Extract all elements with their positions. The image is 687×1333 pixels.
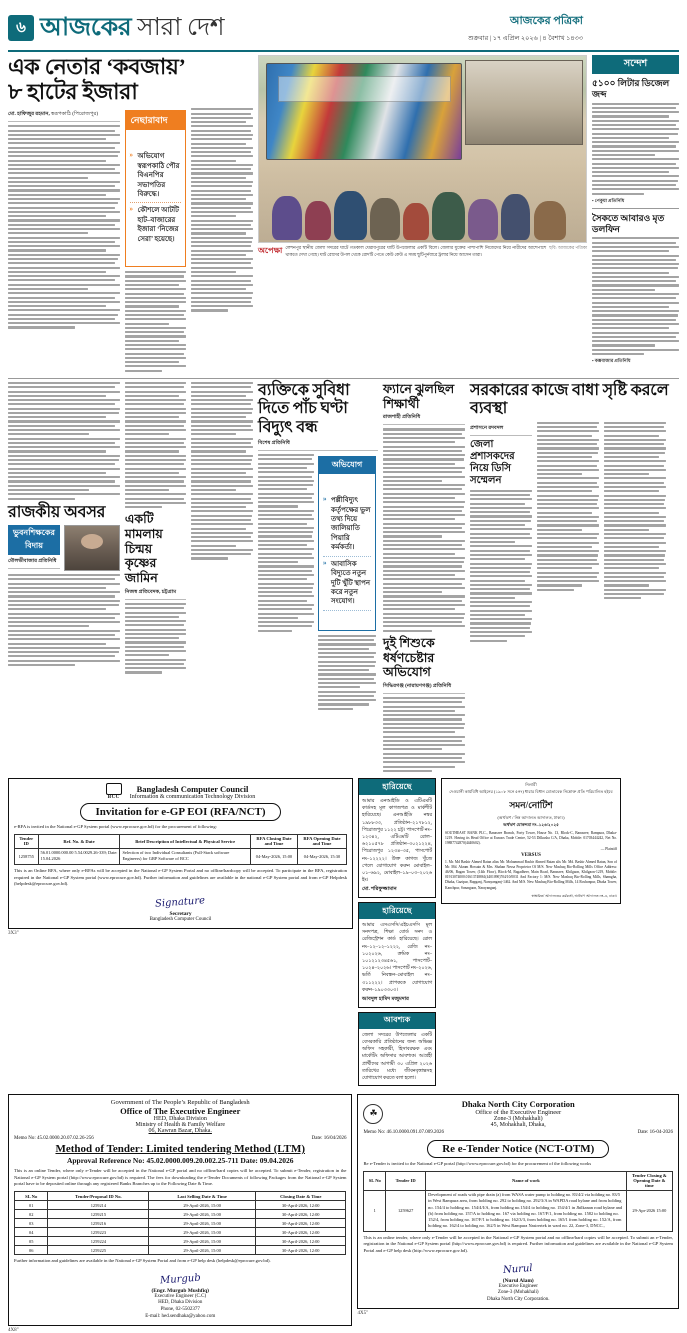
th: Tender/Proposal ID No.: [48, 1192, 149, 1201]
th: RFA Opening Date and Time: [297, 834, 346, 848]
table-row: [15, 1210, 346, 1219]
th: Name of work: [426, 1171, 627, 1190]
classified-body: [359, 1029, 435, 1085]
lead-col-1: [8, 108, 120, 374]
dncc-pill-row: [363, 1137, 673, 1161]
rajkiyo-left: [8, 525, 60, 572]
classified-text: আমার এনআইডি ও এটিএমটি কার্ডসহ মূল কাগজপত্র ও মার্কশীট হারিয়েছে। এনআইডি নম্বর ১৯৮৮৩৩, প্রতিষ্ঠান–২১৭৮১২, পিরোজপুর ১১২২ চট্ট। পাসপোর্ট নং–১২৩৪২, এটিএমটি রোল–৬২১০৫৭৮ প্রতিষ্ঠান–৩০২১২২৪, পিরোজপুর ১২৩৪–৩৫, পাসপোর্ট নং–১২২২২। উক্ত কাগজ খুঁজে পেলে যোগাযোগ করুন মোবাইল–০১–৬৯২, মোবাইল–১৯–০৩–২০২৬ ইং।: [362, 799, 432, 884]
td: 1: [364, 1190, 386, 1231]
hed-ministry: Ministry of Health & Family Welfare: [135, 1122, 226, 1129]
masthead-title-light: সারা দেশ: [137, 13, 225, 41]
hed-sign-line: E-mail: hed.sendhaka@yahoo.com: [145, 1313, 216, 1319]
ad-size-dncc: 4X5": [357, 1310, 369, 1316]
hed-office: Office of The Executive Engineer: [120, 1106, 241, 1117]
ads-band: [8, 778, 679, 1090]
story-headline-fan: ফ্যানে ঝুলছিল শিক্ষার্থী: [383, 381, 455, 411]
callout-item: » পল্লীবিদ্যুৎ কর্তৃপক্ষের ভুল তথ্য দিয়ে জালিয়াতি পিয়ারি কর্মকর্তা।: [323, 493, 371, 557]
hed-note: Further information and guidelines are available in the National e-GP System Portal and from e-GP help desk (helpdesk@eprocure.gov.bd).: [14, 1258, 271, 1264]
th: Closing Date & Time: [255, 1192, 346, 1201]
table-header-row: [15, 1192, 346, 1201]
td: 30-April-2026, 12:00: [255, 1246, 346, 1255]
hed-header: [14, 1099, 346, 1134]
bidyut-cols: [258, 454, 378, 712]
dncc-sign-name: (Nurul Alam): [502, 1277, 534, 1284]
top-section: [8, 55, 679, 374]
dncc-sign-line: Dhaka North City Corporation.: [486, 1297, 550, 1303]
hed-address: 06, Kawran Bazar, Dhaka.: [148, 1128, 212, 1135]
classifieds-col: [358, 778, 436, 1090]
signature-mark: Nurul: [503, 1262, 534, 1276]
story-headline-rajkiyo: রাজকীয় অবসর: [8, 503, 106, 521]
table-row: [15, 1228, 346, 1237]
lead-body-1: [8, 125, 120, 328]
story-byline: নিজস্ব প্রতিবেদক, চট্টগ্রাম: [125, 589, 187, 600]
td: 1259627: [386, 1190, 426, 1231]
lead-headline-line1: এক নেতার ‘কবজায়’: [8, 54, 186, 79]
classified-text: আমার এসএসসি/এইচএসসি মূল সনদপত্র, শিক্ষা বোর্ড সনদ ও রেজিস্ট্রেশন কার্ড হারিয়েছে। রোল নং–১২–১২–১২২২, রেজি নং–১০২০২৬, ক্রমিক নং–১০১২১২৩৪৫৬১, পাসপোর্ট–১০২৪–২০২৬। পাসপোর্ট নং–২০২৬, ভর্তি নিবন্ধন–মোবাইল নং–৩১১২২২। প্রাপককে যোগাযোগ করুন–১৯০৩৩০৩।: [362, 923, 432, 993]
hed-title: Method of Tender: Limited tendering Method (LTM): [55, 1143, 305, 1156]
lead-col-3: [191, 108, 253, 374]
legal-case-no: অর্থঋণ মোকদ্দমা নং–১২৬/২০২৫: [503, 822, 559, 828]
issue-date: শুক্রবার | ১৭ এপ্রিল ২০২৬ | ৪ বৈশাখ ১৪৩৩: [468, 35, 583, 42]
lead-photo: [258, 55, 587, 243]
story-headline-bidyut: ব্যক্তিকে সুবিধা দিতে পাঁচ ঘণ্টা বিদ্যুৎ বন্ধ: [258, 381, 350, 436]
masthead-right: [468, 6, 589, 50]
dncc-sign-line: Zone-3 (Mohakhali): [497, 1290, 539, 1296]
td: 56.01.0000.000.00 5.54.0029.26-339; Date: 15.04.2026: [38, 848, 120, 864]
lead-cont-col-1: [8, 382, 120, 676]
hed-div: HED, Dhaka Division: [153, 1116, 207, 1123]
sandesh-item-body: [592, 237, 679, 355]
bcc-pill-row: [14, 800, 347, 824]
ad-dncc-wrap: [357, 1094, 679, 1316]
lead-cont-col-3: [191, 382, 253, 676]
lead-continuation: [8, 382, 253, 774]
bidyut-body-2: [318, 635, 376, 710]
td: Selection of two Individual Consultants (Full-Stack software Engineers) for GRP Software of BCC: [120, 848, 250, 864]
table-header-row: [364, 1171, 673, 1190]
story-fan: [383, 382, 465, 774]
dncc-header: [363, 1099, 673, 1128]
legal-defendants: 1. Mr. Md Bashir Ahmed Ratan alias Mr. Mohammad Bashir Ahmed Ratan alis Mr. Md. Bashir Ahmed Ratan, Son of Mr. Md. Akram Hossain & Mrs. Shahan Nessa Proprietor Of M/S. New Mashuq Bio-Rolling Mills Office Address: 46/06, Bagan Tower, (14th Floor), Block-M, Bagadheer, Main Road, Banasree, Khilgaon, Khilgaon-1219, Mobile: 01913074000.01613748861(4401090)704/10/0031 And Factory 1: M/S. New Mashuq Bio-Rolling Mills, Shamgha, Dhaka, Gazipur, Rupganj, Narayanganj-1462. And M/S. New Mashuq Bio-Rolling Mills, 14 Roshonpur, Dhaka Tower, Kanchpur, Sonargaon, Narayanganj.: [445, 859, 617, 890]
td: 29-April-2026, 15:00: [149, 1246, 256, 1255]
sandesh-item-credit: • পেকুয়া প্রতিনিধি: [592, 197, 625, 203]
lead-headline-line2: ৮ হাটের ইজারা: [8, 78, 138, 104]
td: 30-April-2026, 12:00: [255, 1219, 346, 1228]
th: Tender Closing & Opening Date & time: [626, 1171, 672, 1190]
signature-mark: Signature: [155, 895, 206, 910]
td: 03: [15, 1219, 48, 1228]
th: Tender ID: [386, 1171, 426, 1190]
callout-tag: নেছারাবাদ: [126, 111, 186, 130]
story-badge: ভুবনশিক্ষকের বিদায়: [8, 525, 60, 555]
story-byline: প্রশাসনে রদবদল: [470, 425, 532, 436]
dncc-org: Dhaka North City Corporation: [461, 1099, 575, 1110]
masthead: [8, 6, 679, 52]
bottom-ads-band: [8, 1094, 679, 1333]
sarkar-cols: [470, 422, 670, 644]
sarkar-body-2: [537, 422, 599, 591]
th: Brief Description of Intellectual & Physical Service: [120, 834, 250, 848]
masthead-spacer: [232, 6, 468, 50]
lead-cont-body-3: [191, 382, 253, 560]
lead-columns: [8, 108, 253, 374]
classified-sign: মো. শরিফুজ্জামান: [362, 886, 397, 893]
sarkar-body-1: [470, 490, 532, 642]
th: Tender ID: [15, 834, 39, 848]
bcc-pill-title: Invitation for e-GP EOI (RFA/NCT): [80, 803, 280, 821]
legal-plaintiff-label: — Plaintiff: [600, 846, 617, 851]
classified-header: আবশ্যক: [359, 1013, 435, 1029]
callout-item: » অভিযোগ স্বরূপকাঠি পৌর বিএনপির সভাপতির বিরুদ্ধে।: [130, 149, 182, 203]
story-headline-sarkar: সরকারের কাজে বাধা সৃষ্টি করলে ব্যবস্থা: [470, 381, 669, 418]
th: Last Selling Date & Time: [149, 1192, 256, 1201]
bidyut-col-1: [258, 454, 314, 712]
table-row: [364, 1190, 673, 1231]
td: 02: [15, 1210, 48, 1219]
td: 29-Apr-2026 15:00: [626, 1190, 672, 1231]
chinmoy-body: [125, 603, 187, 674]
td: 04-May-2026, 15:30: [297, 848, 346, 864]
photo-truck: [465, 60, 583, 146]
hed-memo: Memo No: 45.02.0000.20.07.02.26-256: [14, 1136, 94, 1142]
dui-shishu-body: [383, 697, 465, 772]
td: 30-April-2026, 12:00: [255, 1201, 346, 1210]
masthead-sandesh-gap: [589, 6, 679, 50]
dncc-memo: Memo No: 46.10.0000.091.07.009.2026: [363, 1130, 445, 1136]
td: 1259214: [48, 1201, 149, 1210]
td: 29-April-2026, 15:00: [149, 1210, 256, 1219]
bcc-signature: [14, 892, 347, 924]
bcc-sign-line: Bangladesh Computer Council: [149, 917, 212, 922]
legal-versus: VERSUS: [521, 852, 541, 858]
bcc-table: [14, 834, 347, 865]
td: 1259216: [48, 1219, 149, 1228]
legal-court: (অর্থঋণ / নিম্ন আদালত আদালত, ঢাকা।): [497, 815, 565, 821]
th: SL No: [364, 1171, 386, 1190]
city-corporation-seal-icon: ☘: [363, 1104, 383, 1124]
td: 30-April-2026, 12:00: [255, 1237, 346, 1246]
story-tag: অভিযোগ: [319, 457, 375, 474]
td: 01: [15, 1201, 48, 1210]
dncc-office: Office of the Executive Engineer: [475, 1109, 562, 1117]
td: 29-April-2026, 15:00: [149, 1237, 256, 1246]
td: 04-May-2026, 15:00: [250, 848, 297, 864]
signature-mark: Murgub: [159, 1272, 201, 1287]
story-byline: বিশেষ প্রতিনিধি: [258, 440, 378, 451]
hed-sign-name: (Engr. Murgub Mushfiq): [151, 1287, 209, 1294]
hed-table: [14, 1191, 346, 1255]
bcc-org: Bangladesh Computer Council: [136, 783, 249, 794]
td: 1259223: [48, 1228, 149, 1237]
dncc-memo-row: [363, 1130, 673, 1135]
lead-body-2: [125, 271, 187, 372]
sandesh-header: সন্দেশ: [592, 55, 679, 74]
legal-head-small: নিলামী: [525, 782, 537, 788]
photo-caption-tag: অপেক্ষা: [258, 246, 283, 255]
story-sub: জেলা প্রশাসকদের নিয়ে ডিসি সম্মেলন: [470, 438, 515, 486]
td: 05: [15, 1237, 48, 1246]
dncc-zone: Zone-3 (Mohakhali): [493, 1116, 543, 1123]
dncc-sign-line: Executive Engineer: [498, 1283, 538, 1289]
bcc-intro: e-RFA is invited in the National e-GP System portal (www.eprocure.gov.bd) for the procurement of following:: [14, 824, 217, 830]
hed-sign-line: Phone, 02-5502377: [160, 1307, 200, 1313]
classified-body: [359, 795, 435, 897]
sandesh-item-title: সৈকতে আবারও মৃত ডলফিন: [592, 212, 665, 234]
story-sarkar: [470, 382, 670, 774]
fan-body: [383, 428, 465, 631]
bcc-titles: [130, 784, 255, 800]
hed-approval: Approval Reference No: 45.02.0000.009.20.002.25-711 Date: 09.04.2026: [66, 1156, 294, 1166]
story-byline: রাজশাহী প্রতিনিধি: [383, 414, 465, 425]
classified-text: জেলা সদরের উপজেলার একটি বেসরকারি প্রতিষ্ঠানের জন্য অভিজ্ঞ অফিস সহকারী, হিসাবরক্ষক এবং মার্কেটিং অফিসার আবশ্যক। আগ্রহী প্রার্থীদের আগামী ৩০ এপ্রিল ২০২৬ তারিখের মধ্যে জীবনবৃত্তান্তসহ যোগাযোগ করতে বলা হলো।: [362, 1032, 432, 1081]
lead-callout-box: [125, 110, 187, 267]
ad-hed-wrap: [8, 1094, 352, 1333]
table-row: [15, 1237, 346, 1246]
lead-block: [8, 55, 253, 374]
td: Development of roads with pipe drain (a) from WASA water pump to holding no. 83/4/2 via holding no. 83/5 in West Rampura area, from holding no. 292 to holding no. 292/3/A in WAPDA road bylane and from holding no. 154/4 to holding no. 154/4/I/A, from holding no.154/4 to holding no. 154/4/1 in Jhilkanan road bylane and (b) from holding no. 157/A to holding no. 167 via holding no. 167/F/1, from holding no. 1582 to holding no. 152/4, from holding no. 167/F/1 to holding no. 162/3/3, from holding no. 165/1 from holding no. 152/A, from holding no. 162/4 to holding no. 162/5 in West Rampura Nasirertek in ward no. 22, Zone-3, DNCC.,: [426, 1190, 627, 1231]
sandesh-item-title: ৫১০০ লিটার ডিজেল জব্দ: [592, 78, 670, 99]
sandesh-item-body: [592, 103, 679, 195]
lead-cont-body-1: [8, 382, 120, 500]
lead-col-2: [125, 108, 187, 374]
hed-memo-row: [14, 1136, 346, 1141]
sandesh-item-credit: • কক্সবাজার প্রতিনিধি: [592, 358, 631, 364]
table-row: [15, 1246, 346, 1255]
callout-list: [126, 146, 186, 250]
td: 30-April-2026, 12:00: [255, 1210, 346, 1219]
callout-item: » আবাসিক বিদ্যুতে নতুন দুটি খুঁটি স্থাপন করে নতুন সংযোগ।: [323, 557, 371, 611]
monitor-icon: [106, 783, 122, 795]
story-byline: সিদ্ধিরগঞ্জ (নারায়ণগঞ্জ) প্রতিনিধি: [383, 683, 465, 694]
bidyut-callout-box: [318, 456, 376, 631]
bcc-dept: Information & communication Technology Division: [129, 793, 256, 800]
dncc-pill-title: Re e-Tender Notice (NCT-OTM): [427, 1140, 609, 1158]
ad-size-hed: 4X8": [8, 1327, 19, 1333]
bcc-logo: [106, 783, 122, 800]
bidyut-callout-list: [319, 490, 375, 614]
lead-cont-body-2: [125, 382, 187, 508]
td: 1259225: [48, 1246, 149, 1255]
hed-signature: [14, 1269, 346, 1321]
sandesh-item: [592, 78, 679, 205]
rajkiyo-body: [8, 574, 120, 666]
th: SL No: [15, 1192, 48, 1201]
masthead-left: [8, 6, 232, 50]
classified-aboshyok: [358, 1012, 436, 1086]
hed-intro: This is an online Tender, where only e-Tender will be accepted in the National e-GP portal and no offline/hard copies will be accepted. To submit e-Tender, registration in the National e-GP System portal (http://www.eprocure.gov.bd) is required. The fees for downloading the e-Tender Documents of following Packages from the National e-GP System portal have to be deposited online through any registered Banks Branches up to the Following Date & Time.: [14, 1168, 347, 1187]
legal-head-line: দেওয়ানী কার্যবিধি আইনের (১৯০৮ সনে ৫নং) ধারার বিধান মোতাবেক নিম্নোক্ত প্রতি পরিচালিত হইবে: [449, 789, 613, 795]
th: RFA Closing Date and Time: [250, 834, 297, 848]
dncc-intro: Re e-Tender is invited to the National e-GP portal (http://www.eprocure.gov.bd) for the procurement of the following works: [363, 1161, 592, 1167]
hed-date: Date: 16/04/2026: [311, 1136, 347, 1142]
legal-plaintiff: SOUTHEAST BANK PLC., Banasree Branch, Forty Tower, House No. 13, Block-C, Banasree, Rampura, Dhaka-1219. Having its Head Office at Eunoos Trade Centre, 52-53 Dilkusha C/A, Dhaka, Mobile: 01703444242, Net No. 19887742870(4440602).: [445, 831, 617, 846]
td: 1259215: [48, 1210, 149, 1219]
story-bidyut: [258, 382, 378, 774]
bcc-note: This is an Online RFA, where only e-RFAs will be accepted in the National e-GP System Portal and no offline/hardcopy will be accepted. To participate in the RFA, registration required in the National e-GP System portal (www.eprocure.gov.bd). Further information and guidelines are available in the national e-GP System portal and from e-GP Helpdesk (helpdesk@eprocure.gov.bd).: [14, 868, 347, 887]
dncc-address: 45, Mohakhali, Dhaka,: [490, 1122, 546, 1129]
sandesh-item: [592, 213, 679, 365]
ad-hed: [8, 1094, 352, 1326]
bcc-sign-name: Secretary: [169, 911, 192, 917]
story-byline: মৌলভীবাজার প্রতিনিধি: [8, 558, 60, 569]
lead-byline: মো. হাফিজুর রহমান, স্বরূপকাঠি (পিরোজপুর): [8, 111, 120, 122]
masthead-title-bold: আজকের: [40, 13, 132, 41]
dncc-titles: [391, 1099, 645, 1128]
dncc-table: [363, 1171, 673, 1232]
hed-sign-line: Executive Engineer (C.C): [154, 1293, 207, 1299]
photo-credit: ছবি: আজকের পত্রিকা: [549, 245, 588, 250]
td: 1258755: [15, 848, 39, 864]
bidyut-body-1: [258, 454, 314, 632]
dncc-date: Date: 16-04-2026: [637, 1130, 673, 1136]
bcc-logo-text: BCC: [107, 795, 120, 801]
table-row: [15, 1201, 346, 1210]
th: Ref. No. & Date: [38, 834, 120, 848]
sarkar-body-3: [604, 422, 666, 600]
masthead-title: [40, 7, 224, 50]
bidyut-col-2: [318, 454, 376, 712]
classified-hariyeche-1: [358, 778, 436, 898]
lead-cont-cols: [8, 382, 253, 676]
classified-body: [359, 919, 435, 1007]
ad-bcc-wrap: [8, 778, 353, 936]
dncc-signature: [363, 1259, 673, 1304]
table-row: [15, 848, 347, 864]
paper-name: আজকের পত্রিকা: [509, 15, 583, 27]
lead-cont-col-2: [125, 382, 187, 676]
td: 29-April-2026, 15:00: [149, 1228, 256, 1237]
page-number: ৬: [8, 15, 34, 41]
ad-dncc: [357, 1094, 679, 1309]
sarkar-col-3: [604, 422, 666, 644]
photo-caption-text: লেশনপুর স্থানীয় জেলা সদরের ঘাটে গতকাল ঘেরাবপুরের ঘাটি উপজেলার একটি বিলে। জেলার যুক্তের পাশাপাশি নিজেদের নিয়ে নারীদের আশেপাশে থাকতে দেখা গেছে। ঘাট রোদের উপল থেকে রোদটি পেতে কেউ কেউ এ সময় ছুটিপুর্নবারে ট্রলার নিয়ে আসেন তারা।: [285, 245, 547, 257]
photo-crowd: [259, 156, 586, 242]
lead-body-3: [191, 108, 253, 311]
second-band: [8, 378, 679, 774]
legal-notice: [441, 778, 621, 904]
ad-bcc: [8, 778, 353, 929]
bcc-header: [14, 783, 347, 800]
hed-sign-line: HED, Dhaka Division: [158, 1300, 203, 1306]
classified-hariyeche-2: [358, 902, 436, 1008]
td: 29-April-2026, 15:00: [149, 1219, 256, 1228]
td: 04: [15, 1228, 48, 1237]
rajkiyo-media-row: [8, 525, 120, 572]
sarkar-col-2: [537, 422, 599, 644]
dncc-note: This is an online tender, where only e-Tender will be accepted in the National e-GP System portal and no offline/hard copies will be accepted. To submit an e-Tender, registration in the National e-GP System portal (http://www.eprocure.gov.bd) is required. Further information and guidelines are available in the National e-GP System Portal and e-GP help desk (http://www.eprocure.gov.bd).: [363, 1234, 673, 1253]
table-row: [15, 1219, 346, 1228]
hed-gov-line: Government of The People’s Republic of Bangladesh: [110, 1099, 250, 1107]
td: 30-April-2026, 12:00: [255, 1228, 346, 1237]
td: 1259224: [48, 1237, 149, 1246]
classified-header: হারিয়েছে: [359, 903, 435, 919]
photo-caption-row: [258, 245, 587, 258]
photo-bus: [266, 63, 462, 160]
legal-title: সমন/নোটিশ: [509, 800, 553, 811]
legal-footer: স্বাক্ষরিত/ আদালতের কর্মকর্তা, অর্থঋণ আদালত নং–৪, ঢাকা।: [531, 893, 617, 898]
story-headline-dui-shishu: দুই শিশুকে ধর্ষণচেষ্টার অভিযোগ: [383, 635, 435, 680]
td: 29-April-2026, 15:00: [149, 1201, 256, 1210]
table-header-row: [15, 834, 347, 848]
lead-photo-block: [258, 55, 587, 374]
classified-sign: আবদুল হামিদ মজুমদার: [362, 995, 409, 1002]
callout-item: » কৌশলে আটটি হাট–বাজারের ইজারা ‘নিজের সেরা’ হয়েছে।: [130, 203, 182, 247]
sarkar-col-1: [470, 422, 532, 644]
story-headline-chinmoy: একটি মামলায় চিন্ময় কৃষ্ণের জামিন: [124, 512, 163, 586]
td: 06: [15, 1246, 48, 1255]
portrait-photo: [64, 525, 120, 571]
classified-header: হারিয়েছে: [359, 779, 435, 795]
legal-notice-col: [441, 778, 621, 904]
sandesh-sidebar: [592, 55, 679, 374]
ad-size-bcc: 3X3": [8, 930, 19, 936]
